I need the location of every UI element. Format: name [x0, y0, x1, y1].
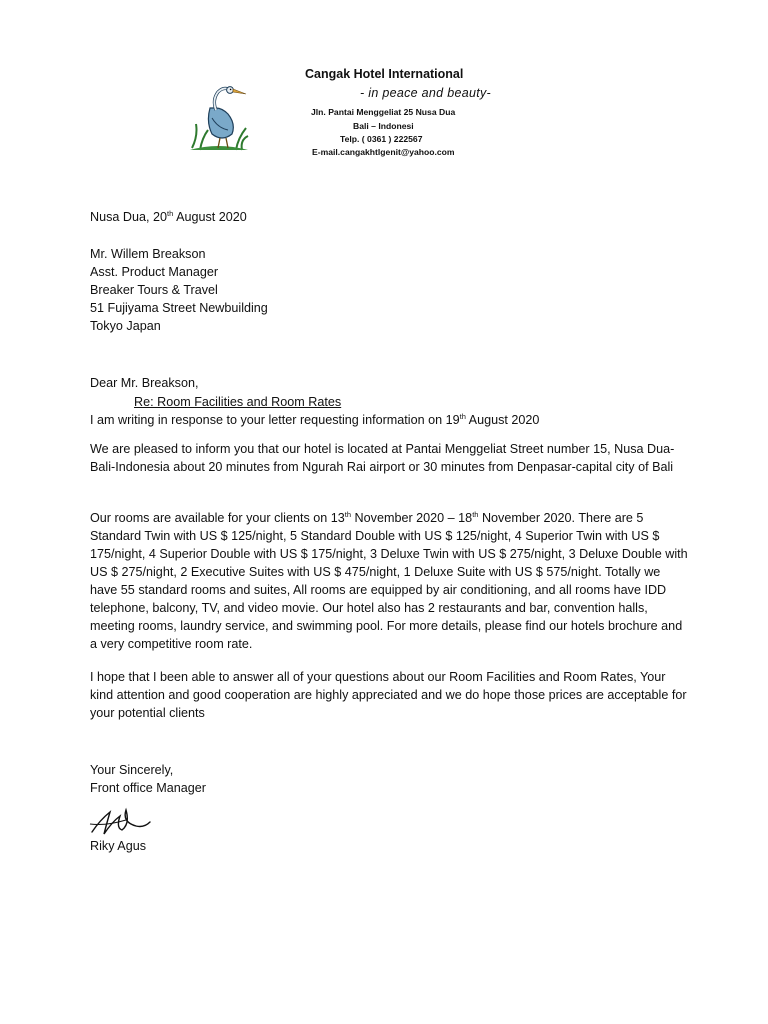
recipient-name: Mr. Willem Breakson	[90, 247, 206, 261]
recipient-city: Tokyo Japan	[90, 319, 161, 333]
hotel-phone: Telp. ( 0361 ) 222567	[340, 134, 423, 144]
paragraph-location: We are pleased to inform you that our hotel is located at Pantai Menggeliat Street number 15, Nusa Dua-Bali-Indonesia about 20 minutes from Ngurah Rai airport or 30 minutes from Denpasar-capital city of Bali	[90, 442, 675, 474]
signer-position: Front office Manager	[90, 781, 206, 795]
heron-logo-icon	[188, 78, 250, 152]
salutation: Dear Mr. Breakson,	[90, 376, 199, 390]
recipient-title: Asst. Product Manager	[90, 265, 219, 279]
signer-name: Riky Agus	[90, 839, 146, 853]
hotel-email: E-mail.cangakhtlgenit@yahoo.com	[312, 147, 455, 157]
paragraph-closing: I hope that I been able to answer all of your questions about our Room Facilities and Room Rates, Your kind attention and good cooperation are highly appreciated and we do hope those prices are acceptable for your potential clients	[90, 670, 687, 720]
intro-line: I am writing in response to your letter requesting information on 19th August 2020	[90, 411, 540, 427]
recipient-company: Breaker Tours & Travel	[90, 283, 218, 297]
hotel-address-line2: Bali – Indonesi	[353, 121, 414, 131]
hotel-tagline: - in peace and beauty-	[360, 86, 491, 100]
subject-line: Re: Room Facilities and Room Rates	[134, 395, 342, 409]
sign-off: Your Sincerely,	[90, 763, 174, 777]
signature-image	[86, 802, 152, 840]
hotel-name: Cangak Hotel International	[305, 67, 464, 81]
hotel-address-line1: Jln. Pantai Menggeliat 25 Nusa Dua	[311, 107, 456, 117]
letter-date: Nusa Dua, 20th August 2020	[90, 208, 247, 224]
paragraph-rooms: Our rooms are available for your clients on 13th November 2020 – 18th November 2020. There are 5 Standard Twin with US $ 125/night, 5 Standard Double with US $ 125/night, 4 Superior Twin with US $ 175/night, 4 Superior Double with US $ 175/night, 3 Deluxe Twin with US $ 275/night, 3 Deluxe Double with US $ 275/night, 2 Executive Suites with US $ 475/night, 1 Deluxe Suite with US $ 575/night. Totally we have 55 standard rooms and suites, All rooms are equipped by air conditioning, and all rooms have IDD telephone, balcony, TV, and video movie. Our hotel also has 2 restaurants and bar, convention halls, meeting rooms, laundry service, and swimming pool. For more details, please find our hotels brochure and a very competitive room rate.	[90, 509, 688, 651]
recipient-street: 51 Fujiyama Street Newbuilding	[90, 301, 268, 315]
